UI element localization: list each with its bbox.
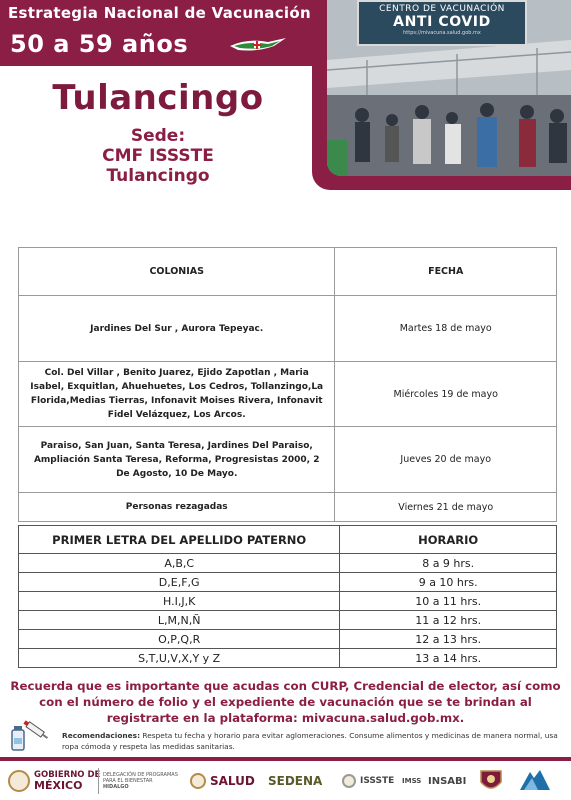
reminder-text: Recuerda que es importante que acudas con CURP, Credencial de elector, así como con el número de folio y el expediente de vacunación que se te brindan al registrarte en la plataforma: mivacuna.salud.gob.mx. [10,679,561,725]
hours-header-row [19,526,557,554]
imss-logo [402,768,421,794]
sede-line1: CMF ISSSTE [102,146,214,166]
salud-seal-icon [190,773,206,789]
vaccine-bird-logo-icon [228,36,288,54]
mexico-seal-icon [8,770,30,792]
table-row [19,296,557,362]
sede-line2: Tulancingo [106,166,210,186]
fecha-cell: Miércoles 19 de mayo [335,362,557,427]
colonias-cell: Paraiso, San Juan, Santa Teresa, Jardines Del Paraiso, Ampliación Santa Teresa, Reforma, Progresistas 2000, 2 De Agosto, 10 De Mayo. [19,427,335,493]
sede-label: Sede: [130,126,186,146]
issste-seal-icon [342,774,356,788]
letters-cell: H.I,J,K [19,592,340,611]
bienestar-logo [98,768,184,794]
issste-text: ISSSTE [360,776,395,786]
fecha-cell: Martes 18 de mayo [335,296,557,362]
colonias-cell: Personas rezagadas [19,493,335,522]
table-row [19,630,557,649]
letters-cell: S,T,U,V,X,Y y Z [19,649,340,668]
health-services-logo-icon [516,768,552,794]
hidalgo-shield-icon [478,768,504,794]
sign-line1: CENTRO DE VACUNACIÓN [379,4,505,14]
letter-header: PRIMER LETRA DEL APELLIDO PATERNO [19,526,340,554]
city-title: Tulancingo [52,78,264,118]
letters-cell: L,M,N,Ñ [19,611,340,630]
salud-text: SALUD [210,774,255,788]
table-row [19,649,557,668]
table-row [19,554,557,573]
table-row [19,592,557,611]
table-row [19,362,557,427]
program-title: Estrategia Nacional de Vacunación [8,4,311,22]
colonias-cell: Jardines Del Sur , Aurora Tepeyac. [19,296,335,362]
footer-divider [0,757,571,761]
fecha-cell: Viernes 21 de mayo [335,493,557,522]
bienestar-line2: PARA EL BIENESTAR [103,778,153,784]
horario-cell: 10 a 11 hrs. [340,592,557,611]
sedena-text: SEDENA [268,774,323,788]
schedule-header-row [19,248,557,296]
table-row [19,493,557,522]
imss-text: IMSS [402,777,422,785]
insabi-logo [428,768,466,794]
hours-table [18,525,557,668]
horario-cell: 9 a 10 hrs. [340,573,557,592]
sedena-logo [268,768,322,794]
table-row [19,427,557,493]
age-group-title: 50 a 59 años [10,30,189,58]
table-row [19,611,557,630]
footer-logos [0,762,571,800]
letters-cell: D,E,F,G [19,573,340,592]
colonias-cell: Col. Del Villar , Benito Juarez, Ejido Zapotlan , Maria Isabel, Exquitlan, Ahuehuetes, Los Cedros, Tollanzingo,La Florida,Medias Tierras, Infonavit Moises Rivera, Infonavit Fidel Velázquez, Los Arcos. [19,362,335,427]
table-row [19,573,557,592]
recommendations-text: Respeta tu fecha y horario para evitar aglomeraciones. Consume alimentos y medicinas de manera normal, usa ropa cómoda y respeta las medidas sanitarias. [62,731,558,751]
vaccination-center-sign [357,0,527,46]
recommendations-label: Recomendaciones: [62,731,141,740]
horario-header: HORARIO [340,526,557,554]
insabi-text: INSABI [428,775,467,787]
horario-cell: 12 a 13 hrs. [340,630,557,649]
recommendations [62,730,562,752]
horario-cell: 13 a 14 hrs. [340,649,557,668]
sign-url: https://mivacuna.salud.gob.mx [403,30,481,36]
issste-logo [342,768,394,794]
salud-logo [190,768,255,794]
horario-cell: 8 a 9 hrs. [340,554,557,573]
fecha-header: FECHA [335,248,557,296]
sede-block [0,126,316,186]
gobierno-line2: MÉXICO [34,778,83,792]
vaccination-center-photo [327,0,571,176]
letters-cell: A,B,C [19,554,340,573]
schedule-table [18,247,557,522]
gobierno-line1: GOBIERNO DE [34,769,101,780]
vaccine-syringe-icon [8,716,50,752]
bienestar-line3: HIDALGO [103,784,129,790]
horario-cell: 11 a 12 hrs. [340,611,557,630]
letters-cell: O,P,Q,R [19,630,340,649]
colonias-header: COLONIAS [19,248,335,296]
bienestar-line1: DELEGACIÓN DE PROGRAMAS [103,772,178,778]
sign-line2: ANTI COVID [393,14,491,30]
gobierno-mexico-logo [8,768,100,794]
fecha-cell: Jueves 20 de mayo [335,427,557,493]
